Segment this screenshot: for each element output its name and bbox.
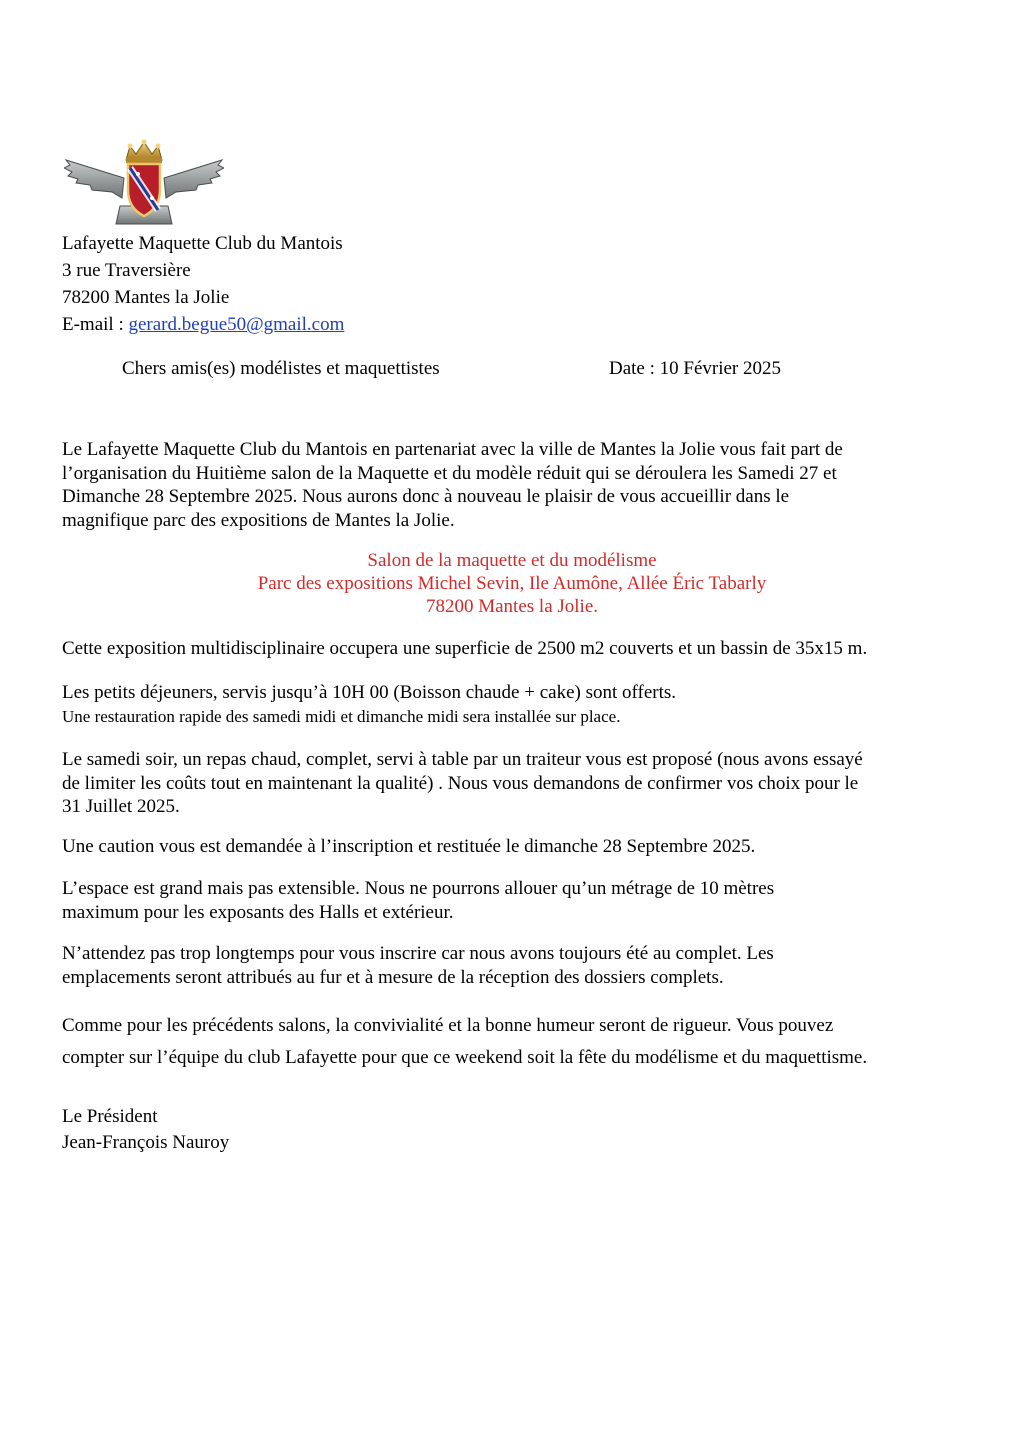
caution-paragraph (62, 835, 952, 859)
surface-paragraph (62, 637, 952, 661)
intro-line: Le Lafayette Maquette Club du Mantois en partenariat avec la ville de Mantes la Jolie vous fait part de (62, 439, 843, 460)
dinner-line: 31 Juillet 2025. (62, 796, 180, 817)
venue-city: 78200 Mantes la Jolie. (425, 596, 599, 617)
greeting: Chers amis(es) modélistes et maquettistes (122, 358, 440, 379)
closing-line: compter sur l’équipe du club Lafayette pour que ce weekend soit la fête du modélisme et du maquettisme. (62, 1047, 868, 1068)
closing-line: Comme pour les précédents salons, la convivialité et la bonne humeur seront de rigueur. Vous pouvez (62, 1015, 834, 1036)
restauration-line: Une restauration rapide des samedi midi et dimanche midi sera installée sur place. (62, 706, 621, 726)
space-line: L’espace est grand mais pas extensible. Nous ne pourrons allouer qu’un métrage de 10 mètres (62, 878, 775, 899)
club-street: 3 rue Traversière (62, 260, 191, 281)
breakfast-paragraph (62, 681, 952, 728)
dinner-line: Le samedi soir, un repas chaud, complet, servi à table par un traiteur vous est proposé (nous avons essayé (62, 749, 863, 770)
surface-line: Cette exposition multidisciplinaire occupera une superficie de 2500 m2 couverts et un bassin de 35x15 m. (62, 638, 868, 659)
signature-title: Le Président (62, 1106, 158, 1127)
space-line: maximum pour les exposants des Halls et extérieur. (62, 901, 454, 923)
club-logo (64, 138, 224, 228)
club-email-line (62, 311, 344, 338)
club-name: Lafayette Maquette Club du Mantois (62, 233, 343, 254)
email-label: E-mail : (62, 314, 129, 335)
caution-line: Une caution vous est demandée à l’inscription et restituée le dimanche 28 Septembre 2025. (62, 836, 756, 857)
space-paragraph (62, 877, 952, 924)
email-link[interactable]: gerard.begue50@gmail.com (128, 314, 345, 335)
register-paragraph (62, 942, 952, 989)
venue-block (62, 549, 962, 618)
club-city: 78200 Mantes la Jolie (62, 287, 230, 308)
closing-paragraph (62, 1010, 952, 1074)
register-line: N’attendez pas trop longtemps pour vous inscrire car nous avons toujours été au complet. Les (62, 943, 774, 964)
intro-line: l’organisation du Huitième salon de la Maquette et du modèle réduit qui se déroulera les Samedi 27 et (62, 462, 837, 484)
venue-address: Parc des expositions Michel Sevin, Ile Aumône, Allée Éric Tabarly (257, 573, 767, 594)
register-line: emplacements seront attribués au fur et à mesure de la réception des dossiers complets. (62, 966, 724, 988)
breakfast-line: Les petits déjeuners, servis jusqu’à 10H 00 (Boisson chaude + cake) sont offerts. (62, 682, 677, 703)
dinner-paragraph (62, 748, 952, 819)
venue-title: Salon de la maquette et du modélisme (367, 550, 657, 571)
signature-name: Jean-François Nauroy (62, 1132, 230, 1153)
intro-line: Dimanche 28 Septembre 2025. Nous aurons donc à nouveau le plaisir de vous accueillir dans le (62, 486, 790, 507)
letter-date: Date : 10 Février 2025 (609, 358, 782, 379)
dinner-line: de limiter les coûts tout en maintenant la qualité) . Nous vous demandons de confirmer vos choix pour le (62, 772, 859, 794)
intro-paragraph (62, 438, 952, 532)
intro-line: magnifique parc des expositions de Mantes la Jolie. (62, 509, 455, 531)
